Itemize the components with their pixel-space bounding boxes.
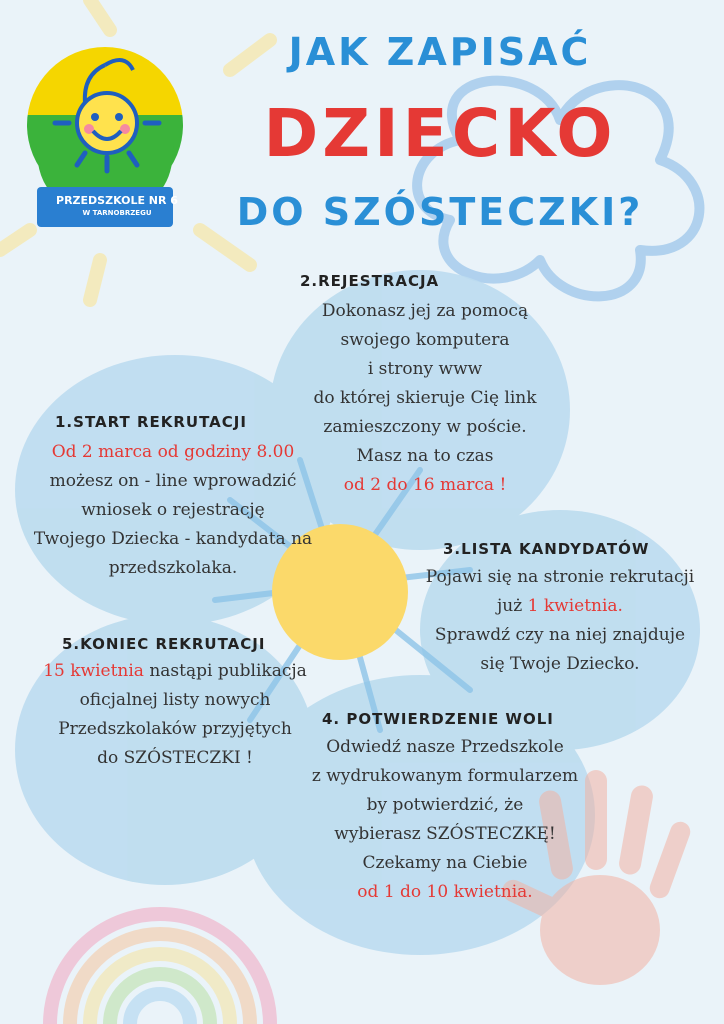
step2-highlight: od 2 do 16 marca !: [343, 475, 507, 495]
step3-line4: się Twoje Dziecko.: [480, 654, 640, 674]
step3-line2-prefix: już: [497, 596, 528, 616]
step1-line: przedszkolaka.: [108, 558, 238, 578]
step1-line: wniosek o rejestrację: [81, 500, 265, 520]
step2-line: Masz na to czas: [356, 446, 494, 466]
step5-line3: Przedszkolaków przyjętych: [58, 719, 292, 739]
logo-name: PRZEDSZKOLE NR 6: [56, 194, 178, 207]
step1-line: Twojego Dziecka - kandydata na: [33, 529, 313, 549]
title-line-3: DO SZÓSTECZKI?: [236, 190, 644, 234]
step5-highlight: 15 kwietnia: [43, 661, 144, 681]
step1-text: [18, 438, 328, 583]
step5-line4: do SZÓSTECZKI !: [97, 748, 253, 768]
step2-line: swojego komputera: [340, 330, 510, 350]
step4-line: Odwiedź nasze Przedszkole: [326, 737, 564, 757]
step4-heading: 4. POTWIERDZENIE WOLI: [322, 710, 554, 728]
step3-line3: Sprawdź czy na niej znajduje: [434, 625, 686, 645]
logo-town: W TARNOBRZEGU: [82, 209, 152, 217]
step2-line: i strony www: [367, 359, 483, 379]
step2-line: Dokonasz jej za pomocą: [321, 301, 529, 321]
step5-line1: [15, 657, 335, 686]
step4-highlight: od 1 do 10 kwietnia.: [357, 882, 533, 902]
step3-line2: [400, 592, 720, 621]
step3-highlight: 1 kwietnia.: [527, 596, 623, 616]
step3-text: [400, 563, 720, 679]
step2-heading: 2.REJESTRACJA: [300, 272, 440, 290]
title-line-1: JAK ZAPISAĆ: [288, 30, 592, 74]
step2-line: do której skieruje Cię link: [313, 388, 537, 408]
step3-line1: Pojawi się na stronie rekrutacji: [425, 567, 695, 587]
title-line-2: DZIECKO: [263, 95, 617, 172]
step4-line: z wydrukowanym formularzem: [311, 766, 579, 786]
step5-heading: 5.KONIEC REKRUTACJI: [62, 635, 266, 653]
step1-heading: 1.START REKRUTACJI: [55, 413, 247, 431]
step4-text: [285, 733, 605, 907]
logo-caption: [42, 194, 192, 217]
step4-line: by potwierdzić, że: [366, 795, 524, 815]
step5-line1-rest: nastąpi publikacja: [143, 661, 307, 681]
step3-heading: 3.LISTA KANDYDATÓW: [443, 540, 650, 558]
step5-line2: oficjalnej listy nowych: [79, 690, 271, 710]
step1-highlight: Od 2 marca od godziny 8.00: [51, 442, 295, 462]
step4-line: Czekamy na Ciebie: [362, 853, 528, 873]
step4-line: wybierasz SZÓSTECZKĘ!: [334, 824, 556, 844]
step1-line: możesz on - line wprowadzić: [49, 471, 297, 491]
step2-line: zamieszczony w poście.: [323, 417, 527, 437]
